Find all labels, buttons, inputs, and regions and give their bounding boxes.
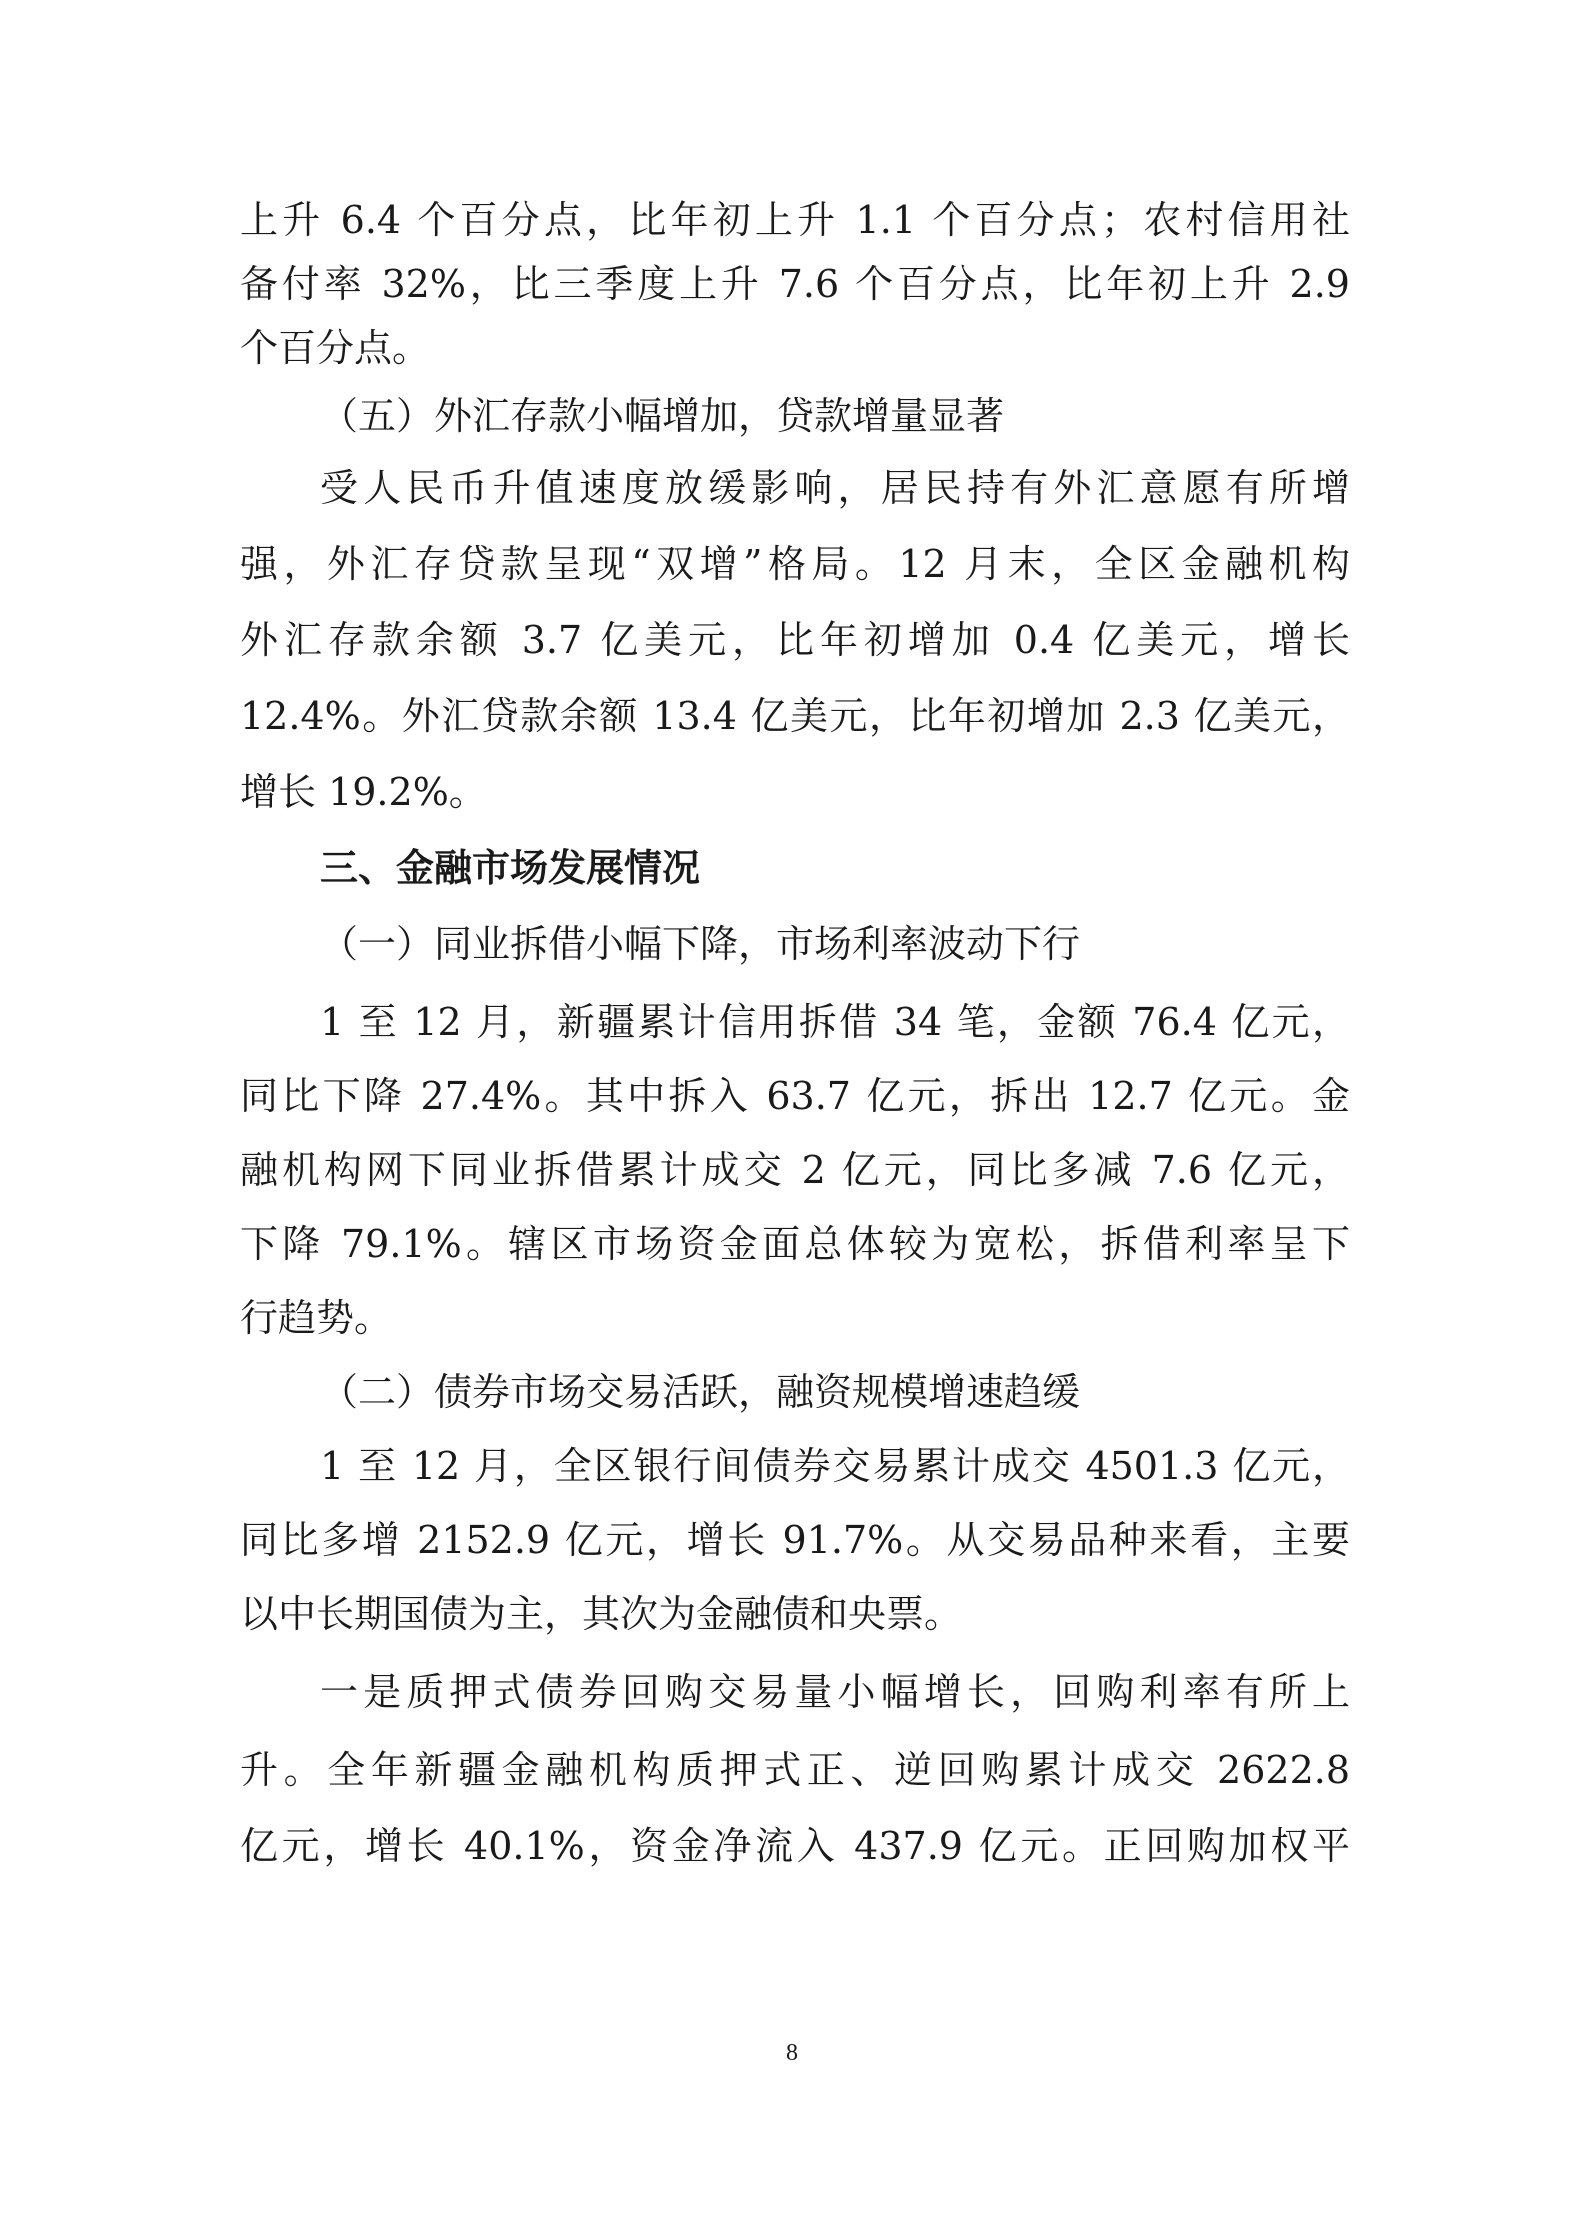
paragraph-line: 同比下降 27.4%。其中拆入 63.7 亿元，拆出 12.7 亿元。金 bbox=[240, 1074, 1350, 1118]
subsection-heading-5: （五）外汇存款小幅增加，贷款增量显著 bbox=[320, 394, 1005, 438]
paragraph-line: 1 至 12 月，新疆累计信用拆借 34 笔，金额 76.4 亿元， bbox=[320, 1000, 1350, 1044]
paragraph-line: 受人民币升值速度放缓影响，居民持有外汇意愿有所增 bbox=[320, 466, 1350, 510]
page-number: 8 bbox=[786, 2040, 798, 2066]
paragraph-line: 亿元，增长 40.1%，资金净流入 437.9 亿元。正回购加权平 bbox=[240, 1824, 1350, 1868]
paragraph-line: 个百分点。 bbox=[240, 326, 431, 370]
paragraph-line: 增长 19.2%。 bbox=[240, 770, 487, 814]
section-heading-3: 三、金融市场发展情况 bbox=[320, 846, 701, 890]
paragraph-line: 下降 79.1%。辖区市场资金面总体较为宽松，拆借利率呈下 bbox=[240, 1222, 1350, 1266]
paragraph-line: 同比多增 2152.9 亿元，增长 91.7%。从交易品种来看，主要 bbox=[240, 1518, 1350, 1562]
paragraph-line: 上升 6.4 个百分点，比年初上升 1.1 个百分点；农村信用社 bbox=[240, 198, 1350, 242]
paragraph-line: 1 至 12 月，全区银行间债券交易累计成交 4501.3 亿元， bbox=[320, 1444, 1350, 1488]
paragraph-line: 升。全年新疆金融机构质押式正、逆回购累计成交 2622.8 bbox=[240, 1748, 1350, 1792]
paragraph-line: 备付率 32%，比三季度上升 7.6 个百分点，比年初上升 2.9 bbox=[240, 262, 1350, 306]
paragraph-line: 融机构网下同业拆借累计成交 2 亿元，同比多减 7.6 亿元， bbox=[240, 1148, 1350, 1192]
paragraph-line: 强，外汇存贷款呈现“双增”格局。12 月末，全区金融机构 bbox=[240, 542, 1350, 586]
paragraph-line: 行趋势。 bbox=[240, 1296, 393, 1340]
subsection-heading-2: （二）债券市场交易活跃，融资规模增速趋缓 bbox=[320, 1370, 1081, 1414]
subsection-heading-1: （一）同业拆借小幅下降，市场利率波动下行 bbox=[320, 922, 1081, 966]
paragraph-line: 12.4%。外汇贷款余额 13.4 亿美元，比年初增加 2.3 亿美元， bbox=[240, 694, 1350, 738]
paragraph-line: 外汇存款余额 3.7 亿美元，比年初增加 0.4 亿美元，增长 bbox=[240, 618, 1350, 662]
paragraph-line: 以中长期国债为主，其次为金融债和央票。 bbox=[240, 1592, 963, 1636]
paragraph-line: 一是质押式债券回购交易量小幅增长，回购利率有所上 bbox=[320, 1670, 1350, 1714]
